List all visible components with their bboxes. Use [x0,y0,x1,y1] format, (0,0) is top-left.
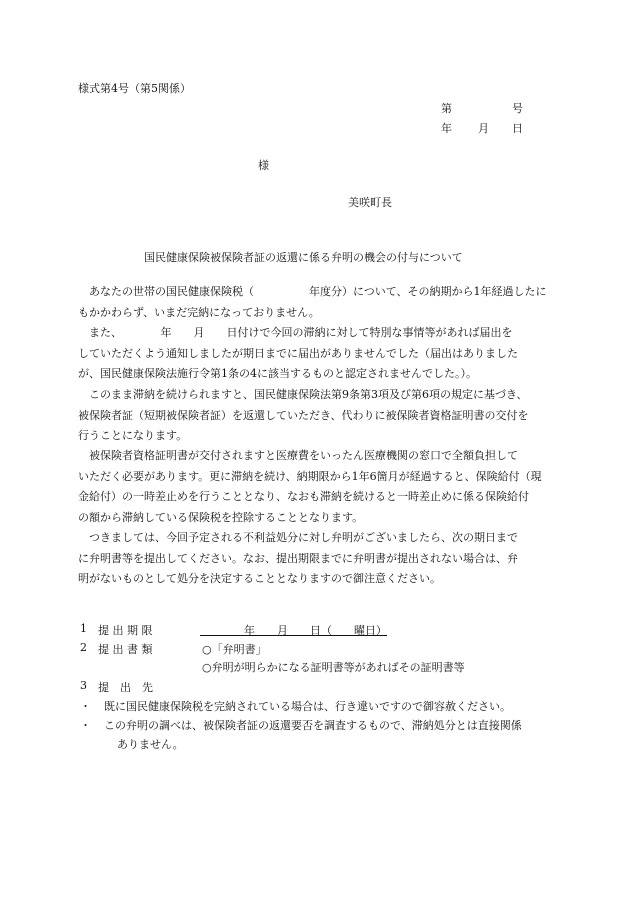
submission-deadline-value: 年 月 日（ 曜日） [200,624,387,637]
body-line: に弁明書等を提出してください。なお、提出期限までに弁明書が提出されない場合は、弁 [78,551,518,565]
body-line: また、 年 月 日付けで今回の滞納に対して特別な事情等があれば届出を [89,326,513,339]
sender-name: 美咲町長 [348,196,392,209]
date-day-label: 日 [512,122,523,135]
body-line: していただくよう通知しましたが期日までに届出がありませんでした（届出はありました [78,346,518,360]
body-paragraph-4 [78,446,550,528]
item-2-label: 提 出 書 類 [98,643,153,656]
document-title: 国民健康保険被保険者証の返還に係る弁明の機会の付与について [144,251,463,264]
body-paragraph-5 [78,528,550,590]
body-line: 被保険者資格証明書が交付されますと医療費をいったん医療機関の窓口で全額負担して [89,449,518,462]
date-year-label: 年 [441,122,452,135]
item-2-number: 2 [80,641,87,654]
recipient-honorific: 様 [258,159,269,172]
body-line: あなたの世帯の国民健康保険税（ 年度分）について、その納期から1年経過したに [89,285,547,298]
note-2-text-line-1: この弁明の調べは、被保険者証の返還要否を調査するもので、滞納処分とは直接関係 [104,719,522,732]
date-month-label: 月 [478,122,489,135]
form-number-label: 様式第4号（第5関係） [78,82,191,95]
note-1-text: 既に国民健康保険税を完納されている場合は、行き違いですので御容赦ください。 [104,700,511,713]
item-3-label: 提 出 先 [98,681,153,694]
submission-doc-2: ○弁明が明らかになる証明書等があればその証明書等 [202,661,465,674]
body-line: の額から滞納している保険税を控除することとなります。 [78,510,364,524]
note-2-bullet: ・ [80,719,91,732]
body-paragraph-1 [78,282,550,323]
submission-doc-1: ○「弁明書」 [202,643,267,656]
body-line: このまま滞納を続けられますと、国民健康保険法第9条第3項及び第6項の規定に基づき、 [89,388,528,401]
note-2-text-line-2: ありません。 [117,738,184,751]
body-line: 行うことになります。 [78,429,188,442]
body-line: いただく必要があります。更に滞納を続け、納期限から1年6箇月が経過すると、保険給付（現 [78,469,542,483]
body-line: が、国民健康保険法施行令第1条の4に該当するものと認定されませんでした。）。 [78,367,477,380]
item-1-number: 1 [80,622,87,635]
body-paragraph-3 [78,385,550,447]
body-line: 被保険者証（短期被保険者証）を返還していただき、代わりに被保険者資格証明書の交付を [78,408,529,422]
doc-number-dai: 第 [441,102,452,115]
item-3-number: 3 [80,679,87,692]
item-1-label: 提 出 期 限 [98,624,153,637]
body-line: もかかわらず、いまだ完納になっておりません。 [78,305,320,319]
body-line: つきましては、今回予定される不利益処分に対し弁明がございましたら、次の期日まで [89,531,518,544]
doc-number-go: 号 [512,102,523,115]
body-line: 金給付）の一時差止めを行うこととなり、なおも滞納を続けると一時差止めに係る保険給付 [78,490,529,503]
body-line: 明がないものとして処分を決定することとなりますので御注意ください。 [78,572,441,585]
body-paragraph-2 [78,323,550,385]
note-1-bullet: ・ [80,700,91,713]
